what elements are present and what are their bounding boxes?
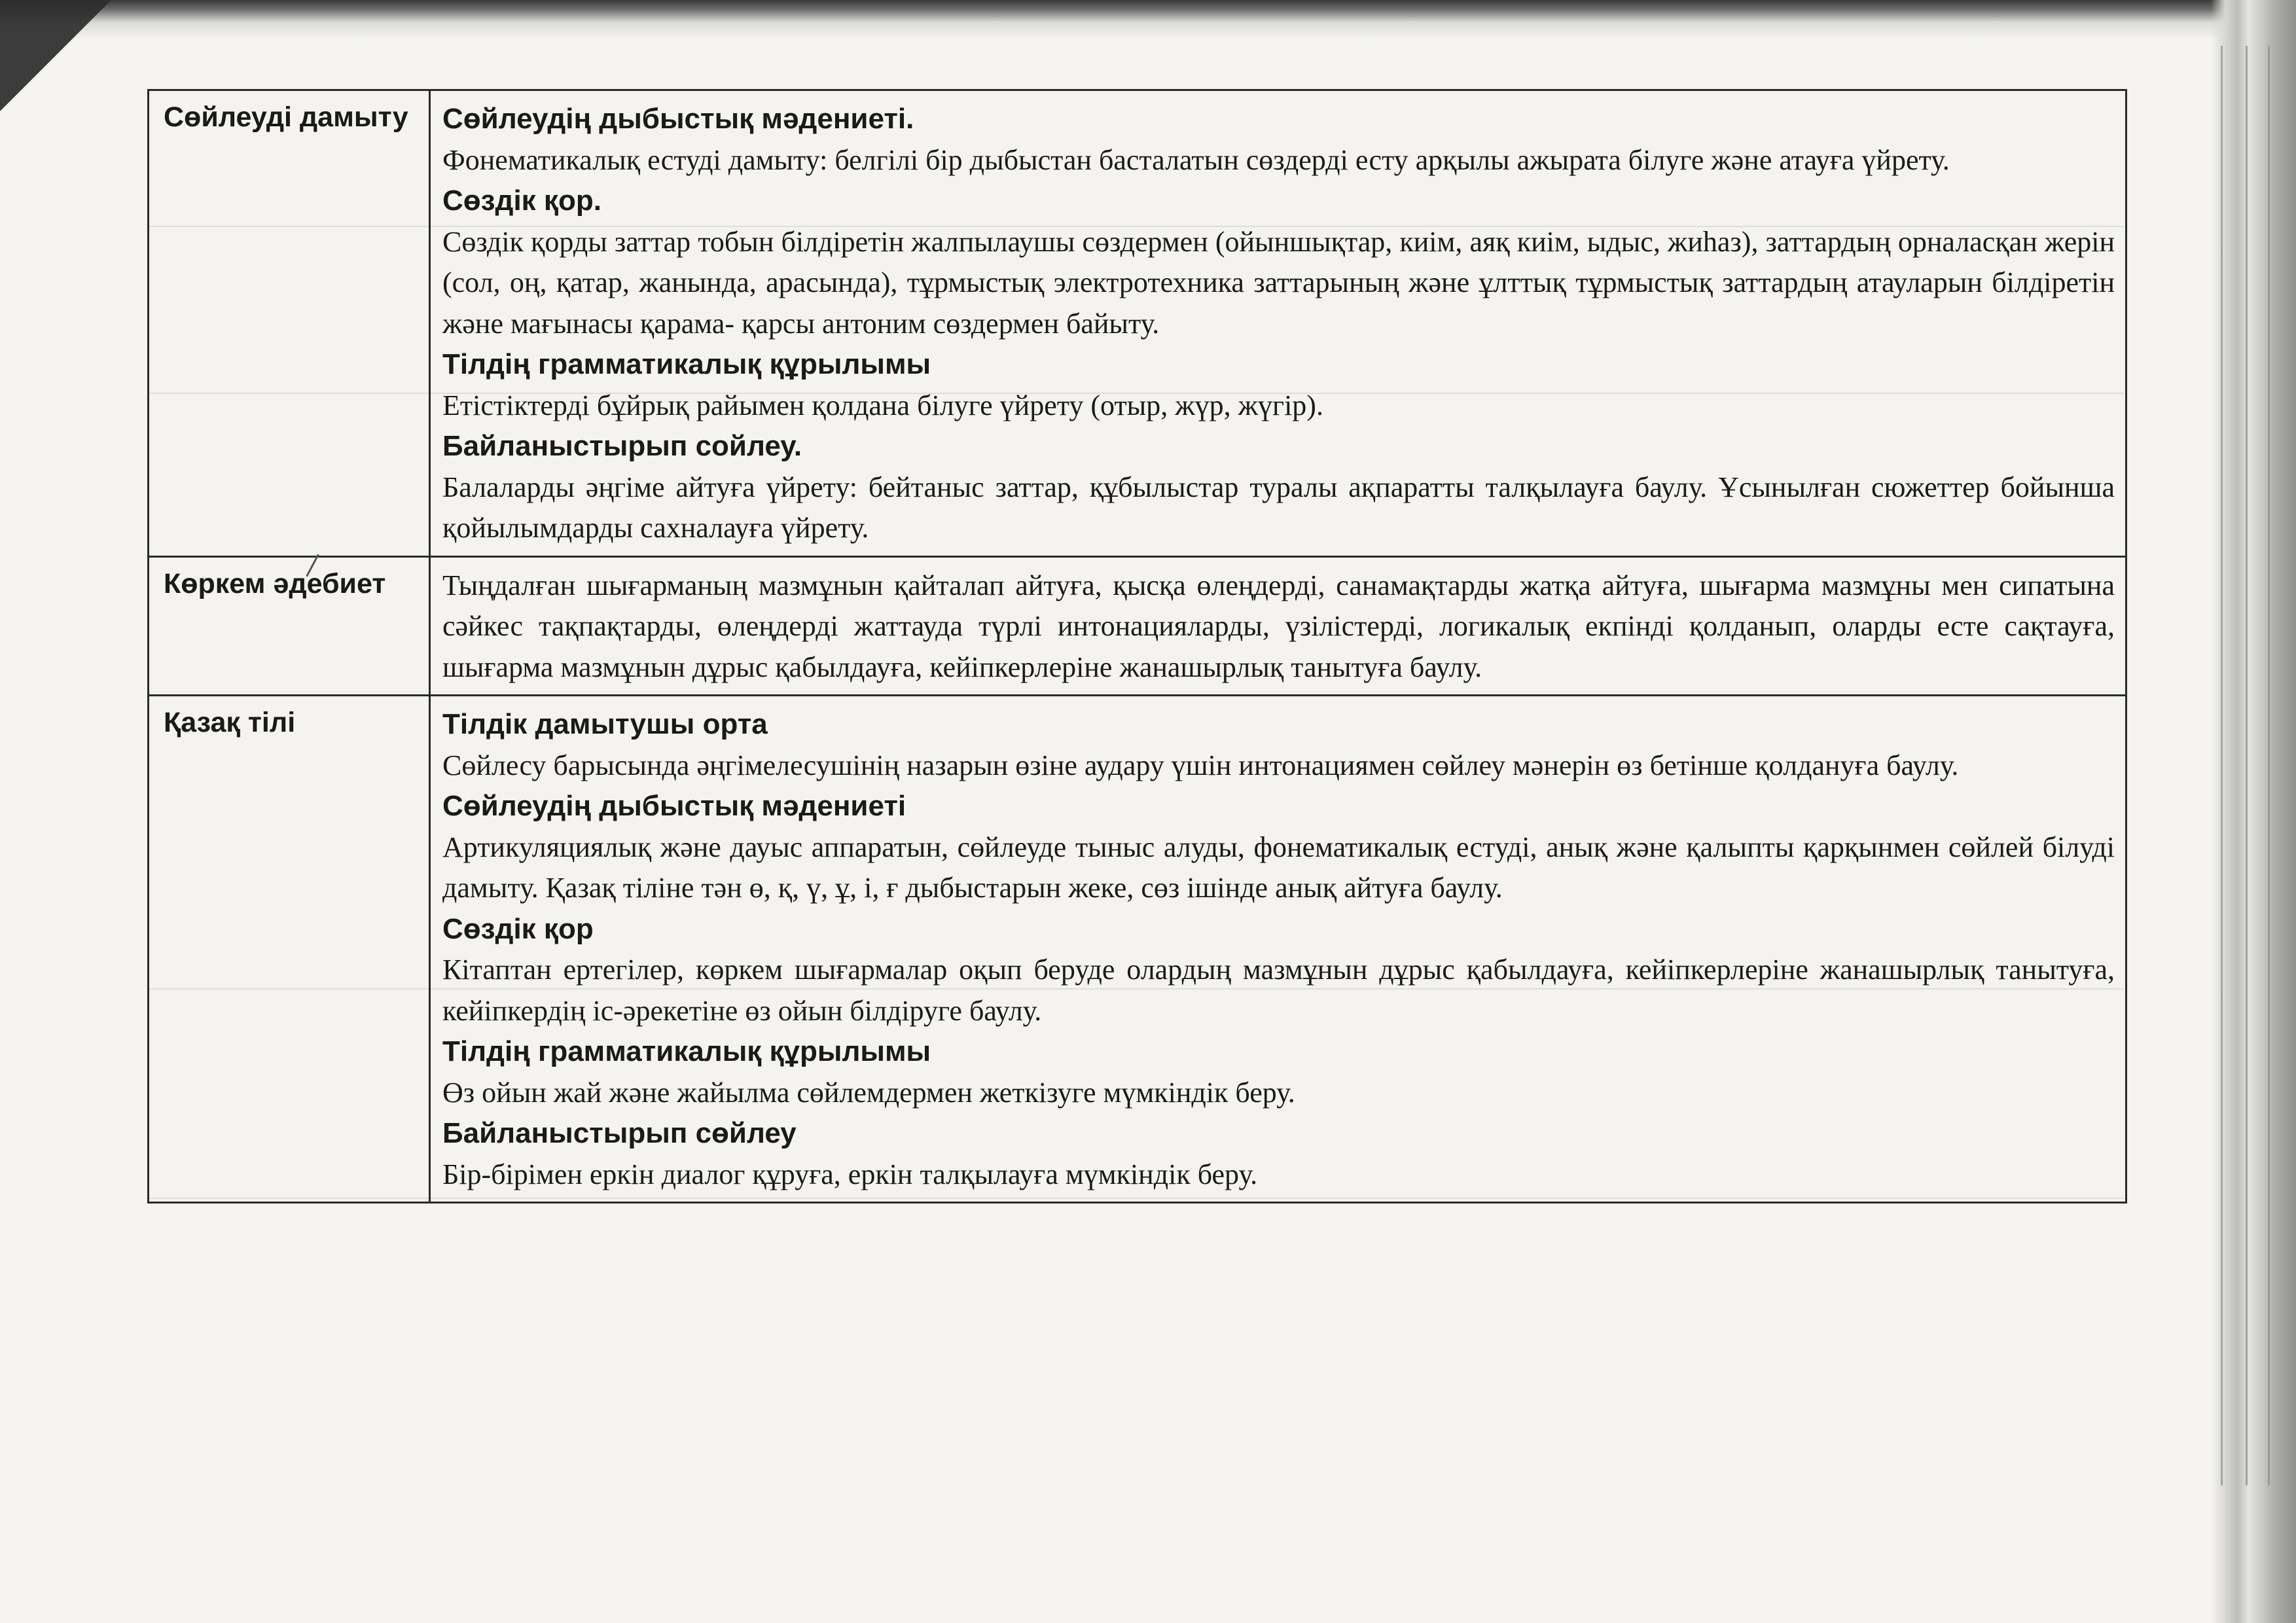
section-text: Етістіктерді бұйрық райымен қолдана білуге үйрету (отыр, жүр, жүгір). (442, 389, 1323, 421)
section-heading: Сөздік қор. (442, 185, 601, 217)
section-text: Сөйлесу барысында әңгімелесушінің назарын өзіне аудару үшін интонациямен сөйлеу мәнерін өз бетінше қолдануға баулу. (442, 749, 1959, 781)
scan-top-shadow (0, 0, 2296, 39)
subject-label: Сөйлеуді дамыту (164, 101, 408, 133)
scan-edge-line (2246, 46, 2248, 1486)
table-row (149, 696, 2126, 1203)
section-heading: Тілдің грамматикалық құрылымы (442, 348, 931, 380)
scan-edge-line (2268, 46, 2270, 1486)
table-row (149, 556, 2126, 696)
table-row (149, 90, 2126, 557)
section-heading: Байланыстырып сөйлеу (442, 1117, 797, 1149)
section-text: Өз ойын жай және жайылма сөйлемдермен жеткізуге мүмкіндік беру. (442, 1076, 1295, 1109)
section-heading: Байланыстырып сойлеу. (442, 430, 802, 462)
subject-cell (149, 556, 430, 696)
scan-corner-shadow (0, 0, 111, 111)
subject-cell (149, 90, 430, 557)
section-text: Артикуляциялық және дауыс аппаратын, сөйлеуде тыныс алуды, фонематикалық естуді, анық және қалыпты қарқынмен сөйлей білуді дамыту. Қазақ тіліне тән ө, қ, ү, ұ, і, ғ дыбыстарын жеке, сөз ішінде анық айтуға баулу. (442, 830, 2115, 904)
section-text: Тыңдалған шығарманың мазмұнын қайталап айтуға, қысқа өлеңдерді, санамақтарды жатқа айтуға, шығарма мазмұны мен сипатына сәйкес тақпақтарды, өлеңдерді жаттауда түрлі интонацияларды, үзілістерді, логикалық екпінді қолданып, оларды есте сақтауға, шығарма мазмұнын дұрыс қабылдауға, кейіпкерлеріне жанашырлық танытуға баулу. (442, 569, 2115, 683)
content-cell (430, 90, 2126, 557)
section-heading: Тілдің грамматикалық құрылымы (442, 1035, 931, 1067)
content-cell (430, 556, 2126, 696)
section-heading: Сөйлеудің дыбыстық мәдениеті (442, 790, 906, 822)
curriculum-table (147, 89, 2127, 1204)
section-text: Кітаптан ертегілер, көркем шығармалар оқып беруде олардың мазмұнын дұрыс қабылдауға, кейіпкерлеріне жанашырлық танытуға, кейіпкердің іс-әрекетіне өз ойын білдіруге баулу. (442, 954, 2115, 1027)
subject-label: Қазақ тілі (164, 707, 296, 738)
section-text: Бір-бірімен еркін диалог құруға, еркін талқылауға мүмкіндік беру. (442, 1158, 1258, 1190)
subject-cell (149, 696, 430, 1203)
section-text: Балаларды әңгіме айтуға үйрету: бейтаныс заттар, құбылыстар туралы ақпаратты талқылауға баулу. Ұсынылған сюжеттер бойынша қойылымдарды сахналауға үйрету. (442, 471, 2115, 544)
scan-page-edge (2211, 0, 2296, 1623)
scan-edge-line (2221, 46, 2223, 1486)
section-heading: Сөйлеудің дыбыстық мәдениеті. (442, 103, 914, 135)
section-text: Сөздік қорды заттар тобын білдіретін жалпылаушы сөздермен (ойыншықтар, киім, аяқ киім, ыдыс, жиһаз), заттардың орналасқан жерін (сол, оң, қатар, жанында, арасында), тұрмыстық электротехника заттарының және ұлттық тұрмыстық заттардың атауларын білдіретін және мағынасы қарама- қарсы антоним сөздермен байыту. (442, 225, 2115, 340)
section-heading: Тілдік дамытушы орта (442, 708, 768, 740)
content-cell (430, 696, 2126, 1203)
subject-label: Көркем әдебиет (164, 567, 386, 599)
section-text: Фонематикалық естуді дамыту: белгілі бір дыбыстан басталатын сөздерді есту арқылы ажырата білуге және атауға үйрету. (442, 143, 1950, 176)
section-heading: Сөздік қор (442, 912, 594, 945)
